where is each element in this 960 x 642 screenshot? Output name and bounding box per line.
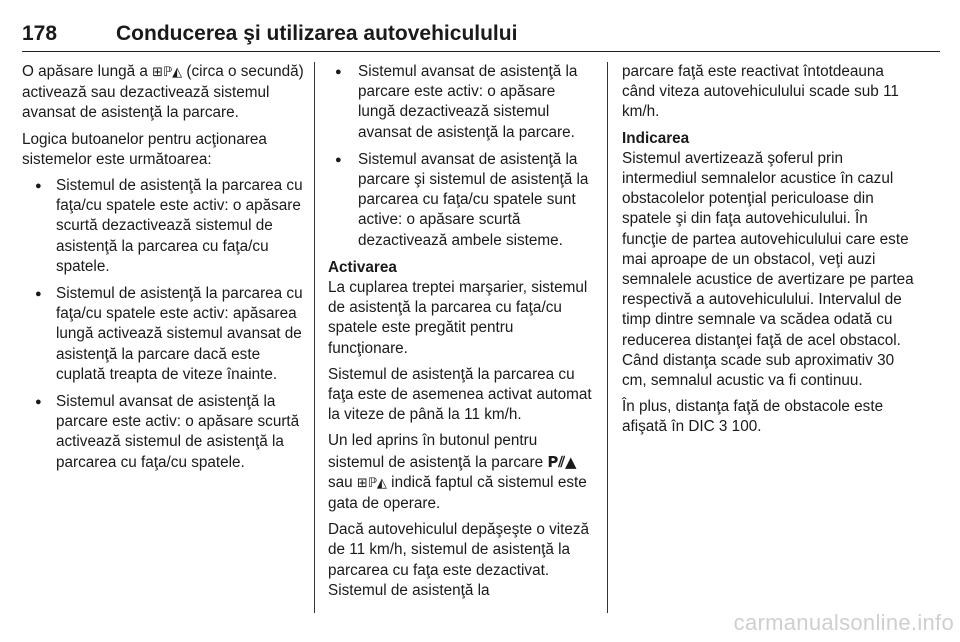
section-heading: Activarea xyxy=(328,258,397,276)
paragraph: Dacă autovehiculul depăşeşte o viteză de 11 km/h, sistemul de asistenţă la parcarea cu faţa este dezactivat. Sistemul de asistenţă la xyxy=(328,521,590,599)
paragraph: În plus, distanţa faţă de obstacole este afişată în DIC 3 100. xyxy=(622,398,884,436)
section-heading: Indicarea xyxy=(622,129,690,147)
list-item: ● Sistemul de asistenţă la parcarea cu faţa/cu spatele este activ: apăsarea lungă activează sistemul avansat de asistenţă la parcare dacă este cuplată treapta de viteze înainte. xyxy=(22,284,306,385)
paragraph: Un led aprins în butonul pentru sistemul de asistenţă la parcare P⫽▲ sau ⊞ℙ◭ indică faptul că sistemul este gata de operare. xyxy=(328,432,587,513)
paragraph: parcare faţă este reactivat întotdeauna când viteza autovehiculului scade sub 11 km/h. xyxy=(622,63,899,121)
page-number: 178 xyxy=(22,22,58,45)
chapter-title: Conducerea şi utilizarea autovehiculului xyxy=(116,22,518,45)
page-header xyxy=(22,22,940,52)
list-item: ● Sistemul avansat de asistenţă la parcare este activ: o apăsare lungă dezactivează sistemul avansat de asistenţă la parcare. xyxy=(328,62,596,143)
paragraph: La cuplarea treptei marşarier, sistemul de asistenţă la parcarea cu faţa/cu spatele este pregătit pentru funcţionare. xyxy=(328,279,588,357)
advanced-park-assist-icon: ⊞ℙ◭ xyxy=(356,475,387,491)
page-reference-icon: 3 xyxy=(718,418,728,436)
paragraph: Sistemul de asistenţă la parcarea cu faţa este de asemenea activat automat la viteze de până la 11 km/h. xyxy=(328,365,592,424)
list-item: ● Sistemul avansat de asistenţă la parcare este activ: o apăsare scurtă activează sistemul de asistenţă la parcarea cu faţa/cu spatele. xyxy=(22,392,306,473)
list-item: ● Sistemul avansat de asistenţă la parcare şi sistemul de asistenţă la parcarea cu faţa/cu spatele sunt active: o apăsare scurtă dezactivează ambele sisteme. xyxy=(328,150,596,251)
park-assist-icon: P⫽▲ xyxy=(547,452,577,471)
column-3 xyxy=(622,62,914,444)
paragraph: O apăsare lungă a ⊞ℙ◭ (circa o secundă) activează sau dezactivează sistemul avansat de asistenţă la parcare. xyxy=(22,63,304,122)
column-divider xyxy=(314,62,315,613)
column-2 xyxy=(328,62,596,607)
list-item: ● Sistemul de asistenţă la parcarea cu faţa/cu spatele este activ: o apăsare scurtă dezactivează sistemul de asistenţă la parcarea cu faţa/cu spatele. xyxy=(22,176,306,277)
column-divider xyxy=(607,62,608,613)
watermark: carmanualsonline.info xyxy=(733,610,954,635)
advanced-park-assist-icon: ⊞ℙ◭ xyxy=(152,65,183,80)
paragraph: Logica butoanelor pentru acţionarea sistemelor este următoarea: xyxy=(22,130,267,168)
paragraph: Sistemul avertizează şoferul prin intermediul semnalelor acustice în cazul obstacolelor potenţial periculoase din spatele şi din faţa autovehiculului. În funcţie de partea autovehiculului care este mai aproape de un obstacol, veţi auzi semnalele acustice de avertizare pe partea respectivă a autovehiculului. Intervalul de timp dintre semnale va scădea odată cu reducerea distanţei faţă de acel obstacol. Când distanţa scade sub aproximativ 30 cm, semnalul acustic va fi continuu. xyxy=(622,149,914,390)
column-1 xyxy=(22,62,306,480)
